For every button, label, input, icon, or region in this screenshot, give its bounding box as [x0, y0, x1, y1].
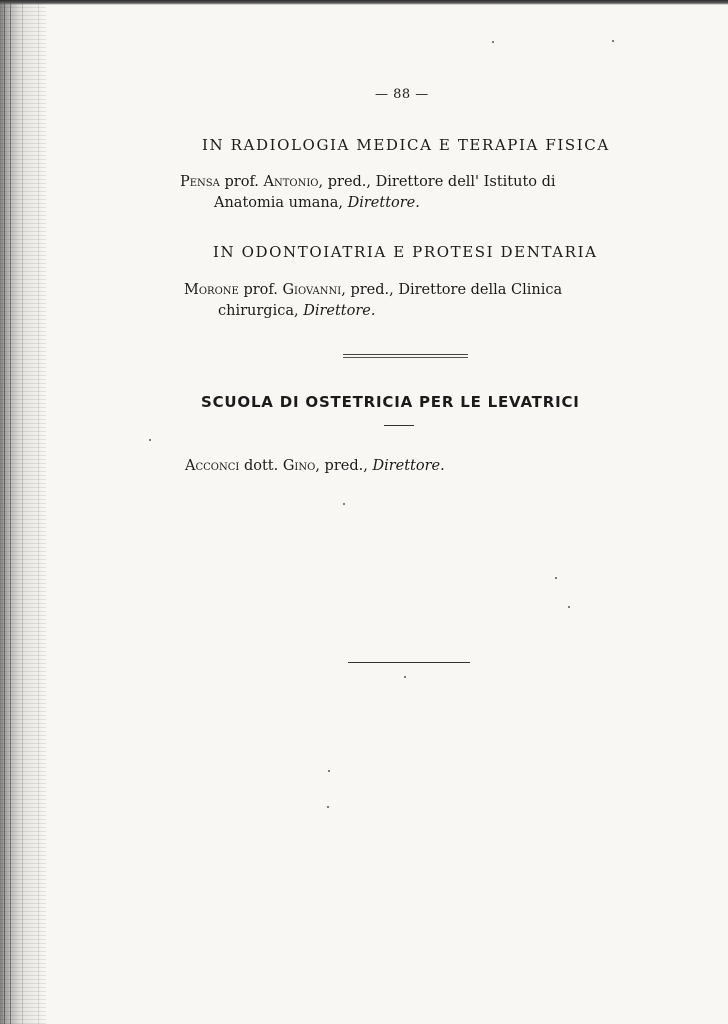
title-underline: [384, 425, 414, 426]
entry-morone: [184, 280, 634, 322]
binding-line: [38, 0, 39, 1024]
entry-name: Giovanni: [282, 282, 342, 298]
entry-name: Gino: [282, 458, 316, 474]
entry-description: , pred., Direttore della Clinica: [341, 282, 563, 298]
page-number: — 88 —: [375, 87, 429, 102]
scan-speck: [492, 41, 494, 43]
entry-name: Antonio: [263, 174, 319, 190]
top-edge: [0, 0, 728, 5]
entry-line2: [184, 301, 634, 322]
entry-description-cont: chirurgica,: [218, 303, 299, 319]
school-title: SCUOLA DI OSTETRICIA PER LE LEVATRICI: [201, 393, 580, 411]
scan-speck: [343, 503, 345, 505]
entry-description-cont: Anatomia umana,: [214, 195, 343, 211]
scan-speck: [149, 439, 151, 441]
binding-edge: [0, 0, 46, 1024]
entry-surname: Acconci: [185, 458, 240, 474]
entry-line2: [180, 193, 630, 214]
scan-speck: [555, 577, 557, 579]
section-title-odontoiatria: IN ODONTOIATRIA E PROTESI DENTARIA: [213, 243, 598, 261]
end-divider: [348, 662, 470, 663]
binding-line: [10, 0, 11, 1024]
section-divider: [343, 354, 468, 355]
entry-surname: Morone: [184, 282, 239, 298]
entry-pensa: [180, 172, 630, 214]
entry-title: prof.: [224, 174, 259, 190]
entry-description: , pred., Direttore dell' Istituto di: [318, 174, 556, 190]
scan-speck: [612, 40, 614, 42]
entry-title: prof.: [243, 282, 278, 298]
binding-line: [22, 0, 23, 1024]
scan-speck: [404, 676, 406, 678]
entry-role: Direttore.: [372, 458, 445, 474]
entry-description: , pred.,: [315, 458, 368, 474]
entry-title: dott.: [243, 458, 279, 474]
scan-speck: [327, 806, 329, 808]
binding-line: [4, 0, 5, 1024]
entry-role: Direttore.: [303, 303, 376, 319]
entry-acconci: [185, 458, 445, 474]
entry-role: Direttore.: [347, 195, 420, 211]
section-title-radiologia: IN RADIOLOGIA MEDICA E TERAPIA FISICA: [202, 136, 610, 154]
scan-speck: [568, 606, 570, 608]
scan-speck: [328, 770, 330, 772]
entry-surname: Pensa: [180, 174, 220, 190]
